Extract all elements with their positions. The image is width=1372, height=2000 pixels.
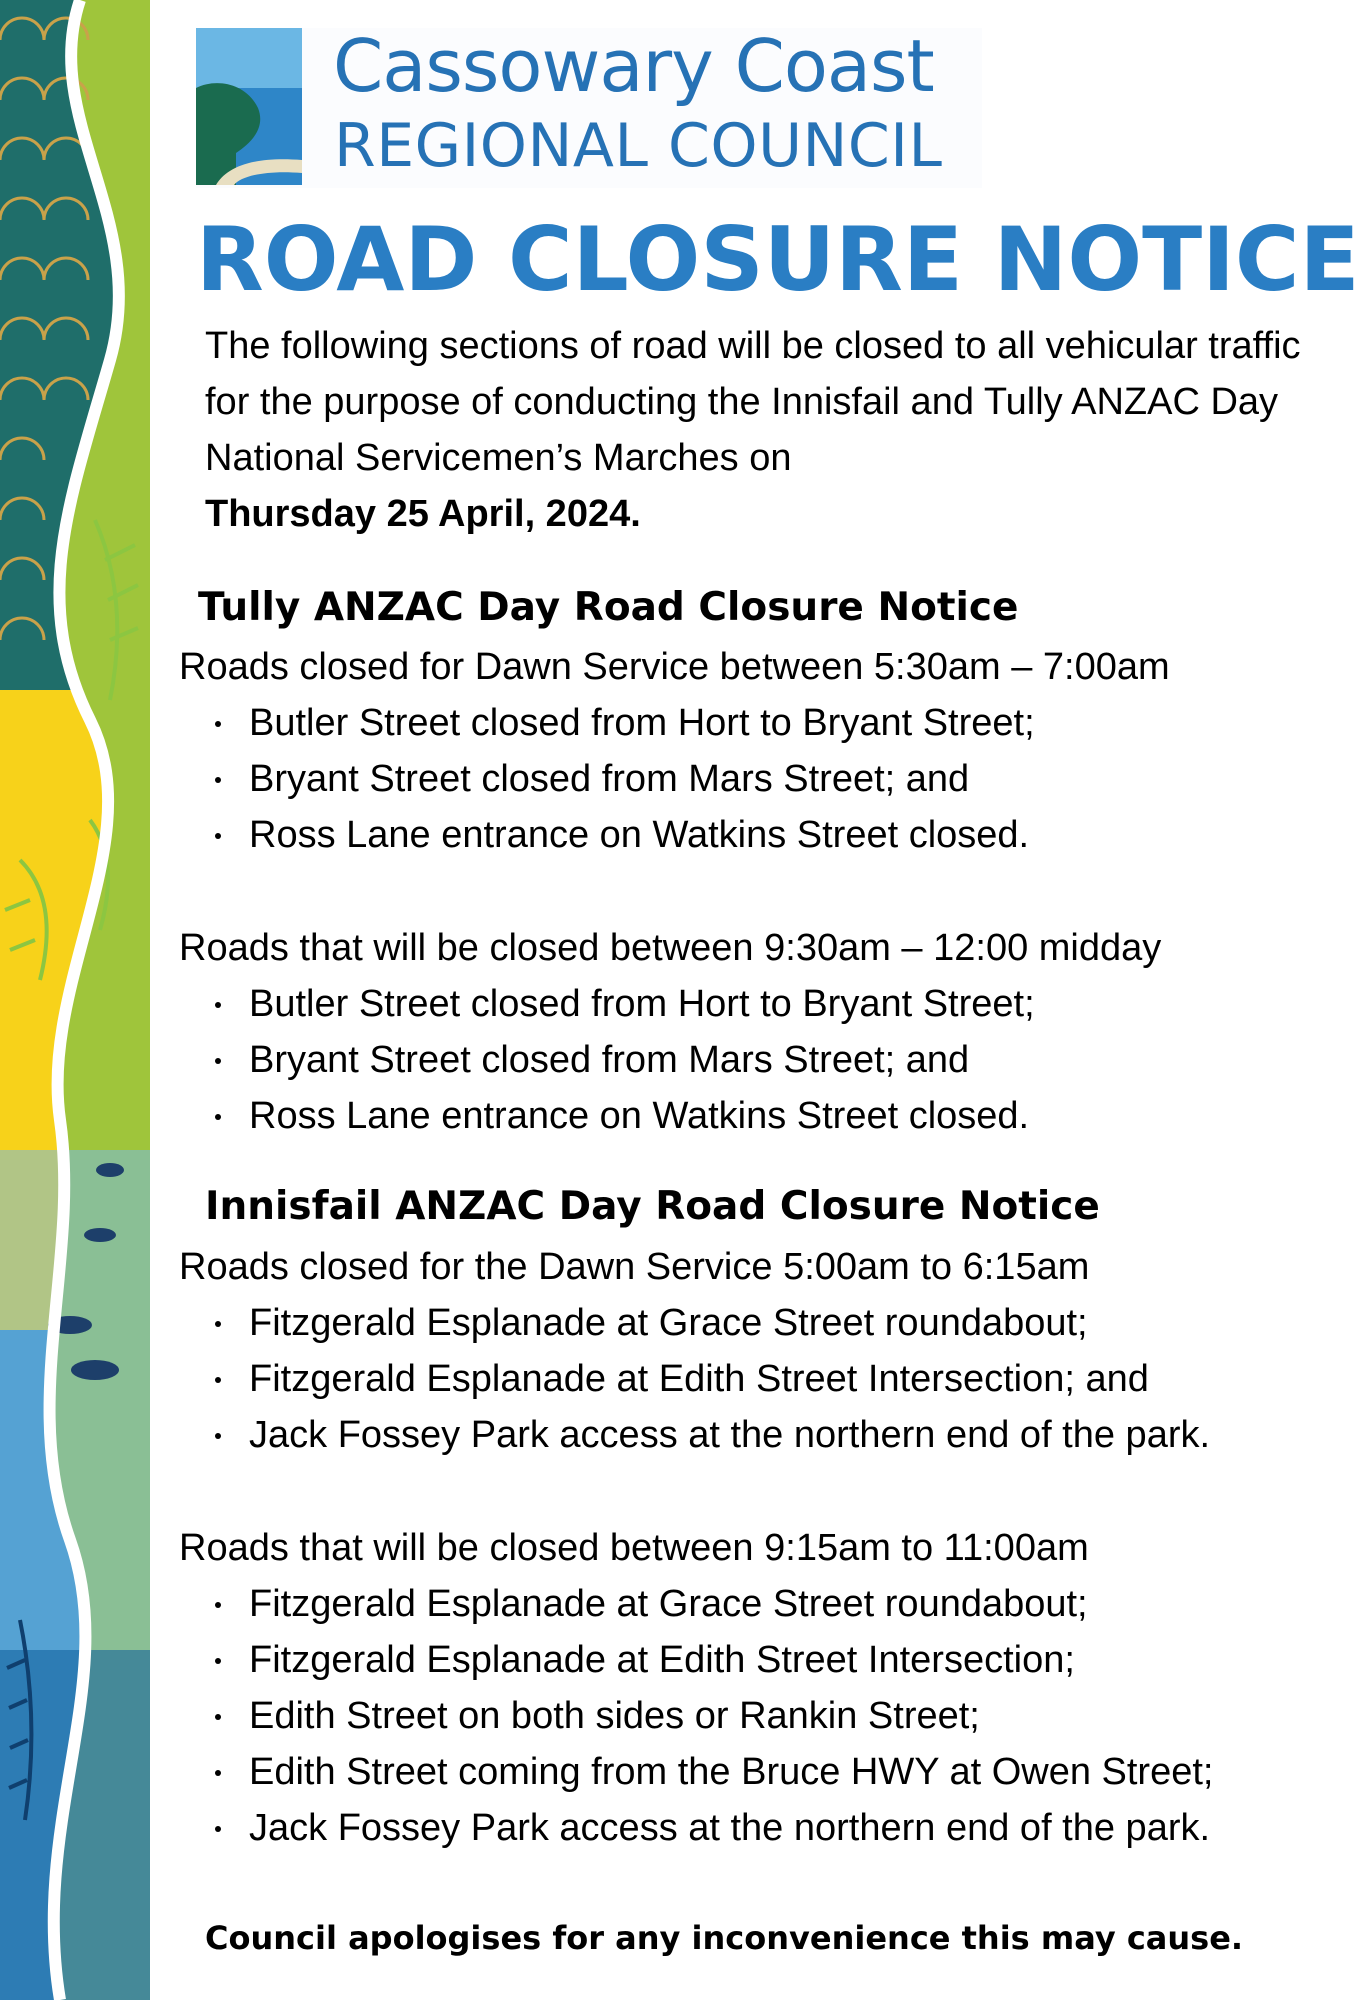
- intro-text: The following sections of road will be closed to all vehicular traffic for the purpose of conducting the Innisfail and Tully ANZAC Day National Servicemen’s Marches on: [205, 325, 1301, 479]
- list-item: [179, 1407, 1329, 1463]
- closure-period: Roads closed for the Dawn Service 5:00am to 6:15am: [179, 1246, 1090, 1288]
- closure-date: Thursday 25 April, 2024.: [205, 493, 641, 535]
- apology-footer: Council apologises for any inconvenience this may cause.: [205, 1919, 1244, 1957]
- bullet-icon: [215, 1714, 221, 1720]
- tully-dawn-closures: [179, 639, 1329, 863]
- list-item-text: Edith Street on both sides or Rankin Street;: [249, 1695, 980, 1737]
- bullet-icon: [215, 721, 221, 727]
- decorative-side-band: [0, 0, 150, 2000]
- closure-list: [179, 976, 1329, 1144]
- tully-march-closures: [179, 920, 1329, 1144]
- innisfail-march-closures: [179, 1520, 1329, 1856]
- list-item: [179, 1744, 1329, 1800]
- bullet-icon: [215, 1377, 221, 1383]
- page-title: ROAD CLOSURE NOTICE: [196, 208, 1360, 311]
- council-name-line2: REGIONAL COUNCIL: [334, 111, 943, 181]
- council-name-line1: Cassowary Coast: [333, 24, 934, 108]
- bullet-icon: [215, 1658, 221, 1664]
- list-item: [179, 807, 1329, 863]
- list-item-text: Bryant Street closed from Mars Street; and: [249, 1039, 970, 1081]
- list-item: [179, 1295, 1329, 1351]
- bullet-icon: [215, 1826, 221, 1832]
- list-item: [179, 976, 1329, 1032]
- bullet-icon: [215, 1321, 221, 1327]
- closure-period: Roads closed for Dawn Service between 5:30am – 7:00am: [179, 646, 1170, 688]
- closure-period: Roads that will be closed between 9:30am – 12:00 midday: [179, 927, 1162, 969]
- list-item-text: Butler Street closed from Hort to Bryant Street;: [249, 702, 1035, 744]
- closure-list: [179, 695, 1329, 863]
- bullet-icon: [215, 1002, 221, 1008]
- bullet-icon: [215, 833, 221, 839]
- bullet-icon: [215, 777, 221, 783]
- list-item-text: Edith Street coming from the Bruce HWY at Owen Street;: [249, 1751, 1214, 1793]
- closure-period: Roads that will be closed between 9:15am to 11:00am: [179, 1527, 1089, 1569]
- list-item: [179, 1800, 1329, 1856]
- list-item-text: Fitzgerald Esplanade at Edith Street Intersection;: [249, 1639, 1075, 1681]
- list-item: [179, 1351, 1329, 1407]
- list-item-text: Fitzgerald Esplanade at Edith Street Intersection; and: [249, 1358, 1149, 1400]
- innisfail-section-heading: Innisfail ANZAC Day Road Closure Notice: [205, 1184, 1100, 1229]
- tropical-pattern-graphic: [0, 0, 150, 2000]
- list-item-text: Ross Lane entrance on Watkins Street closed.: [249, 814, 1030, 856]
- list-item: [179, 751, 1329, 807]
- bullet-icon: [215, 1433, 221, 1439]
- closure-list: [179, 1576, 1329, 1856]
- list-item: [179, 1576, 1329, 1632]
- innisfail-dawn-closures: [179, 1239, 1329, 1463]
- list-item: [179, 1632, 1329, 1688]
- list-item-text: Fitzgerald Esplanade at Grace Street roundabout;: [249, 1583, 1088, 1625]
- list-item-text: Bryant Street closed from Mars Street; and: [249, 758, 970, 800]
- list-item-text: Butler Street closed from Hort to Bryant Street;: [249, 983, 1035, 1025]
- tully-section-heading: Tully ANZAC Day Road Closure Notice: [198, 585, 1019, 630]
- bullet-icon: [215, 1770, 221, 1776]
- closure-list: [179, 1295, 1329, 1463]
- list-item-text: Jack Fossey Park access at the northern end of the park.: [249, 1414, 1211, 1456]
- list-item-text: Ross Lane entrance on Watkins Street closed.: [249, 1095, 1030, 1137]
- bullet-icon: [215, 1114, 221, 1120]
- list-item: [179, 1032, 1329, 1088]
- list-item-text: Fitzgerald Esplanade at Grace Street roundabout;: [249, 1302, 1088, 1344]
- list-item: [179, 695, 1329, 751]
- bullet-icon: [215, 1602, 221, 1608]
- list-item: [179, 1688, 1329, 1744]
- council-logo: [196, 24, 982, 188]
- intro-paragraph: [205, 318, 1315, 542]
- list-item: [179, 1088, 1329, 1144]
- coast-logo-icon: [196, 28, 302, 185]
- list-item-text: Jack Fossey Park access at the northern end of the park.: [249, 1807, 1211, 1849]
- bullet-icon: [215, 1058, 221, 1064]
